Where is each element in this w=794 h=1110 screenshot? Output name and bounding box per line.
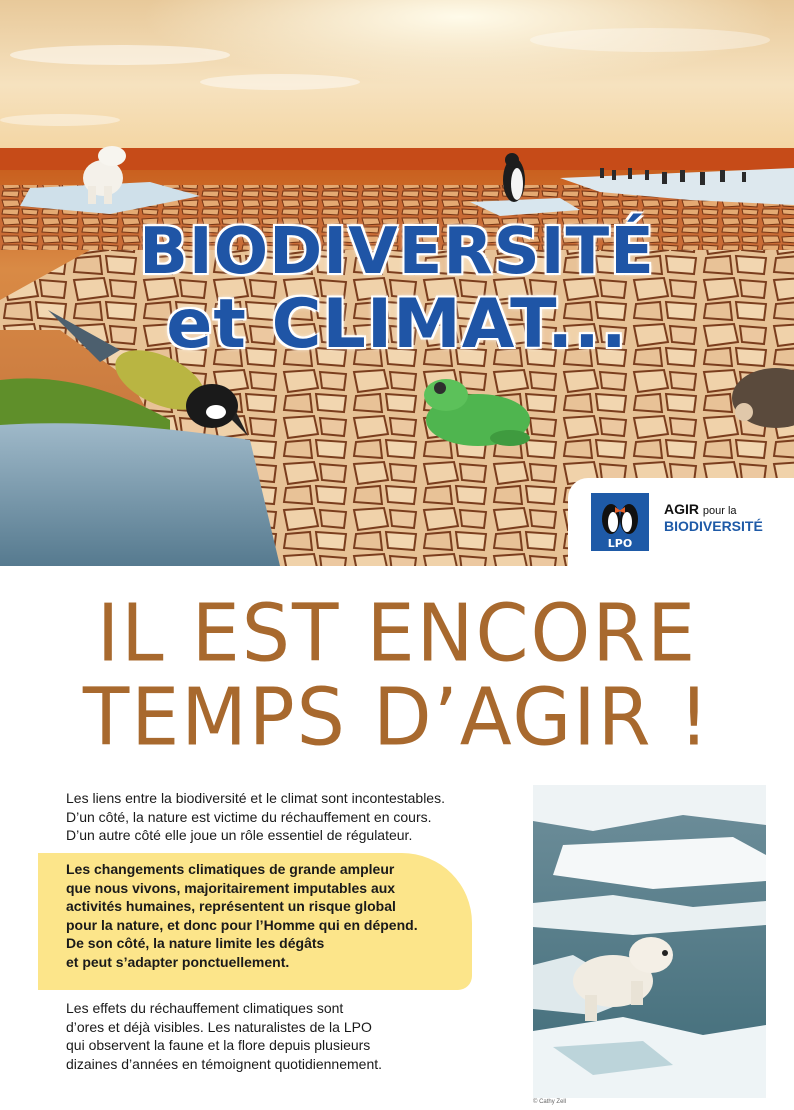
intro-paragraph: [66, 789, 506, 845]
text-line: activités humaines, représentent un risque global: [66, 898, 396, 914]
lpo-puffin-logo-icon: [591, 493, 649, 551]
poster-title-line1: BIODIVERSITÉ: [139, 215, 655, 289]
text-line: pour la nature, et donc pour l’Homme qui en dépend.: [66, 916, 418, 933]
logo-biodiversite: BIODIVERSITÉ: [664, 518, 763, 534]
lpo-badge-text: LPO: [607, 537, 633, 550]
logo-tagline: [664, 502, 763, 534]
text-line: Les effets du réchauffement climatiques sont: [66, 1000, 344, 1016]
text-line: De son côté, la nature limite les dégâts: [66, 935, 325, 951]
photo-credit: © Cathy Zell: [533, 1099, 567, 1105]
text-line: et peut s’adapter ponctuellement.: [66, 953, 290, 970]
text-line: que nous vivons, majoritairement imputables aux: [66, 879, 396, 896]
text-line: dizaines d’années en témoignent quotidiennement.: [66, 1055, 383, 1072]
text-line: d’ores et déjà visibles. Les naturalistes de la LPO: [66, 1018, 372, 1035]
headline-line2: TEMPS D’AGIR !: [82, 669, 712, 764]
highlighted-paragraph: [66, 860, 506, 971]
polar-bear-photo: [533, 785, 766, 1098]
effects-paragraph: [66, 999, 506, 1073]
text-line: D’un autre côté elle joue un rôle essentiel de régulateur.: [66, 827, 413, 843]
logo-pour-la: pour la: [702, 505, 737, 517]
lpo-logo[interactable]: [568, 478, 794, 566]
text-line: D’un côté, la nature est victime du réchauffement en cours.: [66, 808, 432, 825]
text-line: Les liens entre la biodiversité et le climat sont incontestables.: [66, 790, 445, 806]
headline-line1: IL EST ENCORE: [96, 585, 698, 680]
text-line: qui observent la faune et la flore depuis plusieurs: [66, 1037, 371, 1053]
poster-title-line2: et CLIMAT...: [166, 285, 628, 364]
text-line: Les changements climatiques de grande ampleur: [66, 861, 395, 877]
logo-agir: AGIR: [664, 501, 699, 517]
